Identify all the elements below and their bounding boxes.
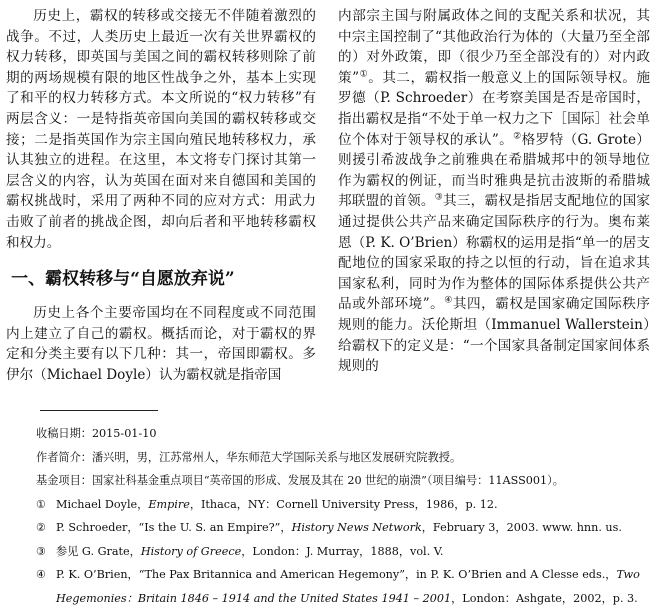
footnote-3-text-c: ，London：J. Murray，1888，vol. V. (241, 544, 444, 558)
footnote-ref-2[interactable]: ② (513, 131, 522, 142)
footnote-4-title: Two Hegemonies：Britain 1846 – 1914 and the United States 1941 – 2001 (56, 568, 640, 605)
footnote-3 (36, 540, 654, 564)
footnote-4-mark: ④ (36, 568, 47, 581)
section-heading: 一、霸权转移与“自愿放弃说” (11, 269, 235, 290)
footnote-ref-3[interactable]: ③ (434, 192, 443, 203)
footnotes (36, 422, 654, 610)
footnote-3-title: History of Greece (140, 544, 242, 558)
footnote-1-text-a: Michael Doyle， (56, 497, 149, 511)
continued-paragraph (338, 6, 650, 377)
left-column (6, 6, 316, 386)
text-segment-2: 。其二，霸权指一般意义上的国际领导权。施罗德（P. Schroeder）在考察美国是否是帝国时，指出霸权是指“不处于单一权力之下［国际］社会单位个体对于领导权的承认”。 (338, 69, 651, 148)
text-segment-5: 其四，霸权是国家确定国际秩序规则的能力。沃伦斯坦（Immanuel Wallerstein）给霸权下的定义是：“一个国家具备制定国家间体系规则的 (338, 296, 650, 375)
author-info: 作者简介：潘兴明，男，江苏常州人，华东师范大学国际关系与地区发展研究院教授。 (36, 450, 462, 464)
footnote-3-mark: ③ (36, 544, 47, 558)
text-segment-4: 其三，霸权是指居支配地位的国家通过提供公共产品来确定国际秩序的行为。奥布莱恩（P. K. O’Brien）称霸权的运用是指“单一的居支配地位的国家采取的持之以恒的行动，旨在追求其国家私利，同时为作为整体的国际体系提供公共产品或外部环境”。 (338, 193, 650, 313)
footnote-ref-4[interactable]: ④ (444, 295, 453, 306)
fund-info: 基金项目：国家社科基金重点项目“英帝国的形成、发展及其在 20 世纪的崩溃”（项目编号：11ASS001）。 (36, 474, 564, 487)
footnote-1-mark: ① (36, 497, 47, 511)
footnote-2-text-a: P. Schroeder，“Is the U. S. an Empire?”， (56, 521, 292, 534)
section-paragraph: 历史上各个主要帝国均在不同程度或不同范围内上建立了自己的霸权。概括而论，对于霸权的界定和分类主要有以下几种：其一，帝国即霸权。多伊尔（Michael Doyle）认为霸权就是指帝国 (6, 305, 316, 383)
intro-paragraph: 历史上，霸权的转移或交接无不伴随着激烈的战争。不过，人类历史上最近一次有关世界霸权的权力转移，即英国与美国之间的霸权转移则除了前期的两场规模有限的地区性战争之外，基本上实现了和平的权力转移方式。本文所说的“权力转移”有两层含义：一是特指英帝国向美国的霸权转移或交接；二是指英国作为宗主国向殖民地转移权力，承认其独立的进程。在这里，本文将专门探讨其第一层含义的内容，认为英国在面对来自德国和美国的霸权挑战时，采用了两种不同的应对方式：用武力击败了前者的挑战企图，却向后者和平地转移霸权和权力。 (6, 8, 316, 251)
footnote-1-text-c: ，Ithaca，NY：Cornell University Press，1986，p. 12. (189, 497, 498, 511)
footnote-2 (36, 516, 654, 540)
footnote-divider (40, 410, 158, 411)
footnote-ref-1[interactable]: ① (359, 69, 369, 80)
footnote-4-text-a: P. K. O’Brien，“The Pax Britannica and American Hegemony”，in P. K. O’Brien and A Clesse eds.， (56, 568, 617, 581)
footnote-2-title: History News Network (291, 521, 422, 534)
received-date: 收稿日期：2015-01-10 (36, 427, 157, 440)
footnote-2-mark: ② (36, 521, 47, 534)
footnote-1 (36, 493, 654, 517)
footnote-1-title: Empire (148, 497, 190, 511)
right-column (338, 6, 650, 377)
text-segment-1: 内部宗主国与附属政体之间的支配关系和状况，其中宗主国控制了“其他政治行为体的（大量乃至全部的）对外政策，即（很少乃至全部没有的）对内政策” (338, 8, 650, 86)
text-segment-3: 格罗特（G. Grote）则援引希波战争之前雅典在希腊城邦中的领导地位作为霸权的例证，而当时雅典是抗击波斯的希腊城邦联盟的首领。 (338, 131, 650, 210)
footnote-4-text-c: ，London：Ashgate，2002，p. 3. (451, 591, 638, 605)
footnote-3-text-a: 参见 G. Grate， (56, 544, 141, 558)
footnote-2-text-c: ，February 3，2003. www. hnn. us. (421, 521, 622, 534)
